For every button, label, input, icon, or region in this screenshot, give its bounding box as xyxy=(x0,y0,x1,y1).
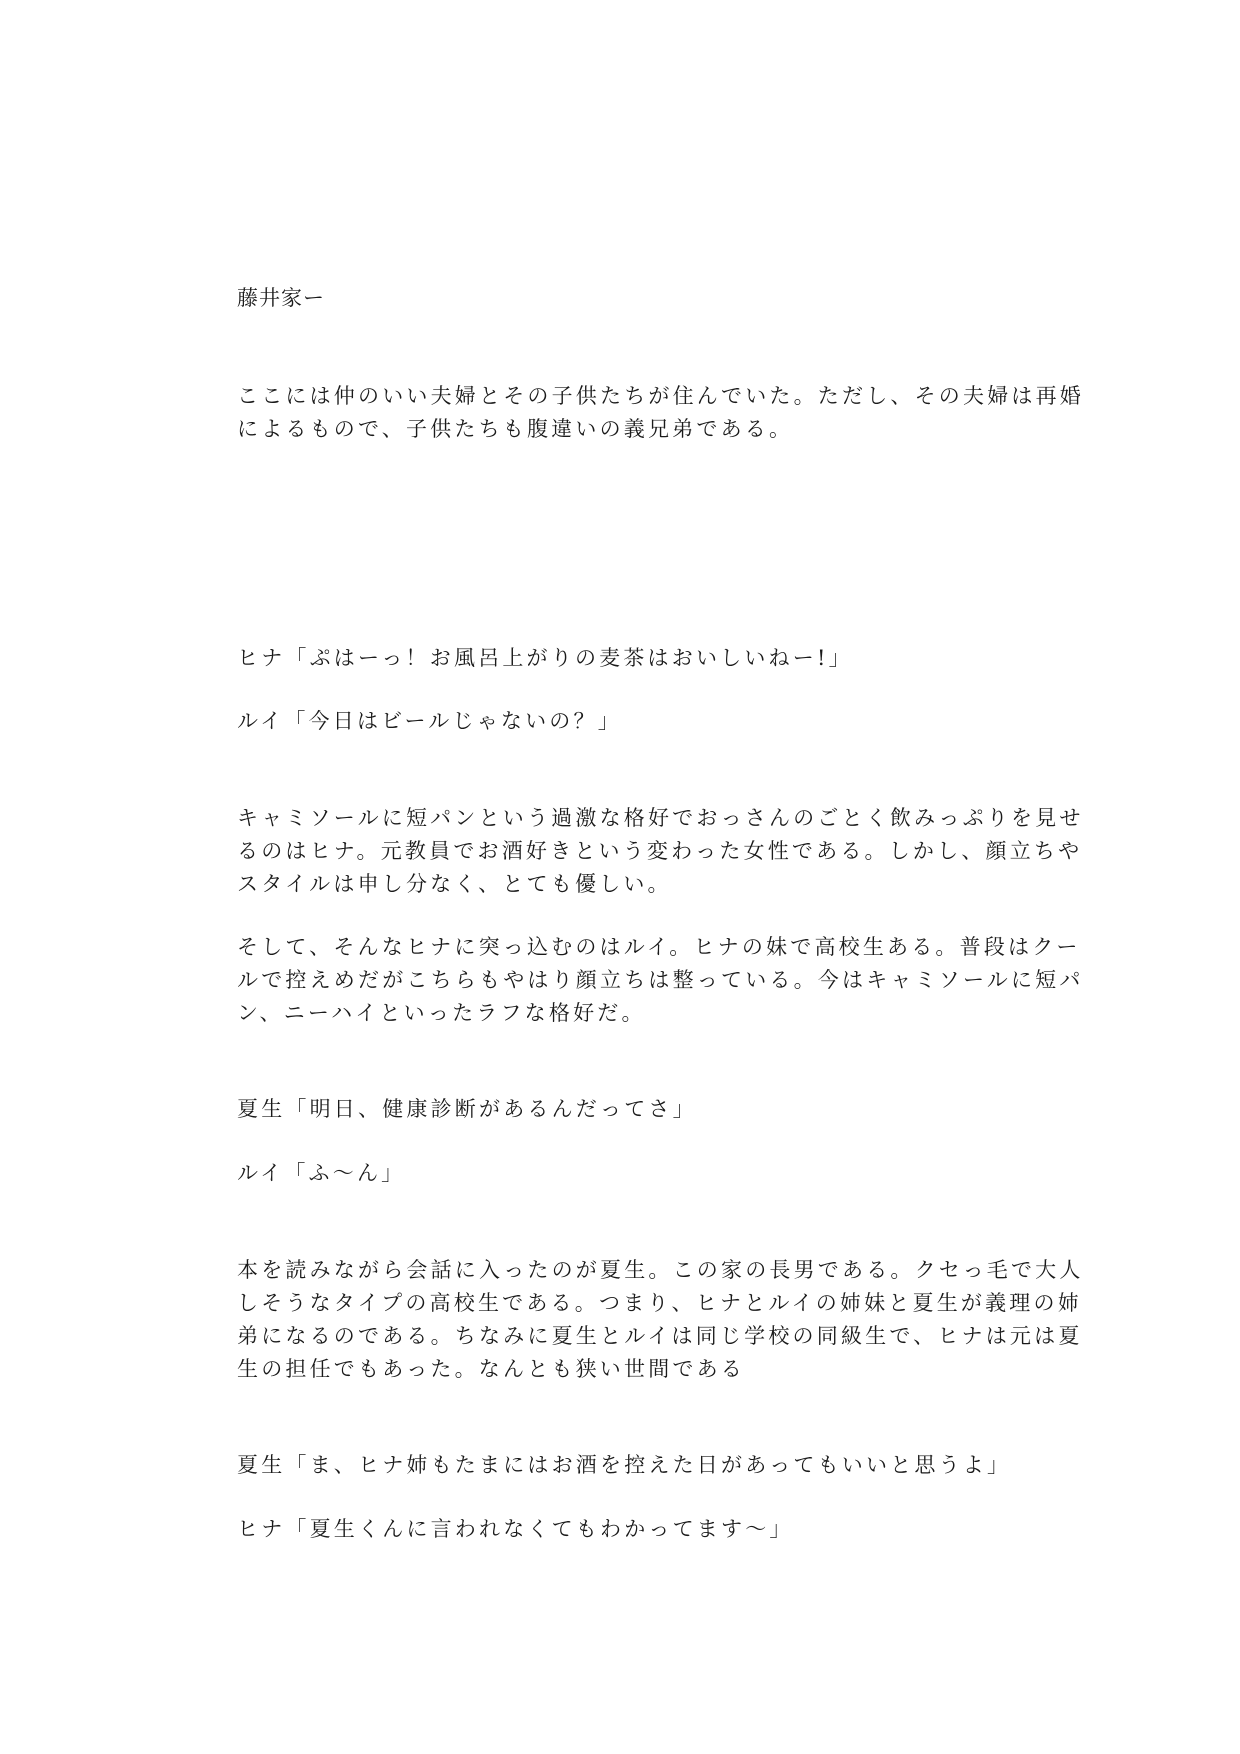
text-line: るのはヒナ。元教員でお酒好きという変わった女性である。しかし、顔立ちや xyxy=(237,839,1083,863)
dialogue-line: ヒナ「夏生くんに言われなくてもわかってます〜」 xyxy=(237,1517,794,1541)
dialogue-line: ルイ「ふ〜ん」 xyxy=(237,1161,406,1185)
dialogue-line: ルイ「今日はビールじゃないの？」 xyxy=(237,709,622,733)
text-line: によるもので、子供たちも腹違いの義兄弟である。 xyxy=(237,417,794,441)
text-line: そして、そんなヒナに突っ込むのはルイ。ヒナの妹で高校生ある。普段はクー xyxy=(237,935,1081,959)
text-line: ン、ニーハイといったラフな格好だ。 xyxy=(237,1001,646,1025)
dialogue-line: 夏生「ま、ヒナ姉もたまにはお酒を控えた日があってもいいと思うよ」 xyxy=(237,1453,1012,1477)
text-line: キャミソールに短パンという過激な格好でおっさんのごとく飲みっぷりを見せ xyxy=(237,806,1084,830)
text-line: しそうなタイプの高校生である。つまり、ヒナとルイの姉妹と夏生が義理の姉 xyxy=(237,1291,1082,1315)
dialogue-line: ヒナ「ぷはーっ！お風呂上がりの麦茶はおいしいねー!」 xyxy=(237,646,853,670)
document-title: 藤井家ー xyxy=(237,286,325,310)
text-line: ここには仲のいい夫婦とその子供たちが住んでいた。ただし、その夫婦は再婚 xyxy=(237,384,1084,408)
text-line: ルで控えめだがこちらもやはり顔立ちは整っている。今はキャミソールに短パ xyxy=(237,968,1084,992)
dialogue-line: 夏生「明日、健康診断があるんだってさ」 xyxy=(237,1097,697,1121)
text-line: 弟になるのである。ちなみに夏生とルイは同じ学校の同級生で、ヒナは元は夏 xyxy=(237,1324,1083,1348)
text-line: 本を読みながら会話に入ったのが夏生。この家の長男である。クセっ毛で大人 xyxy=(237,1258,1084,1282)
text-line: スタイルは申し分なく、とても優しい。 xyxy=(237,872,672,896)
text-line: 生の担任でもあった。なんとも狭い世間である xyxy=(237,1357,745,1381)
